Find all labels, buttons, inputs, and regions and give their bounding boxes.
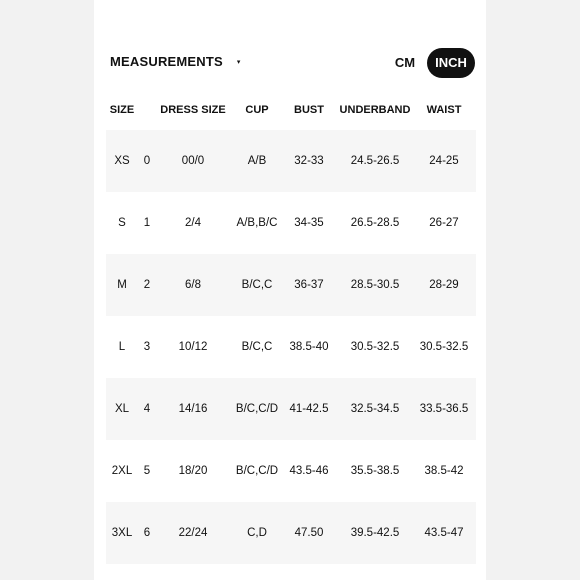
cell-bust: 36-37 xyxy=(294,279,324,291)
cell-cup: A/B,B/C xyxy=(236,217,278,229)
cell-dress-size: 10/12 xyxy=(178,341,208,353)
cell-bust: 41-42.5 xyxy=(289,403,329,415)
size-table xyxy=(106,130,476,564)
cell-cup: A/B xyxy=(247,155,267,167)
cell-waist: 43.5-47 xyxy=(424,527,464,539)
cell-size-number: 0 xyxy=(143,155,151,167)
measurements-label: MEASUREMENTS xyxy=(110,54,223,69)
cell-cup: B/C,C/D xyxy=(235,403,279,415)
cell-size: L xyxy=(118,341,126,353)
cell-dress-size: 18/20 xyxy=(178,465,208,477)
cell-size: XS xyxy=(114,155,130,167)
cell-size-number: 2 xyxy=(143,279,151,291)
cell-size-number: 5 xyxy=(143,465,151,477)
cell-bust: 43.5-46 xyxy=(289,465,329,477)
cell-dress-size: 2/4 xyxy=(185,217,201,229)
cell-underband: 26.5-28.5 xyxy=(350,217,400,229)
column-header-cup: CUP xyxy=(245,104,269,116)
table-row xyxy=(106,316,476,378)
cell-cup: B/C,C xyxy=(241,341,273,353)
cell-underband: 39.5-42.5 xyxy=(350,527,400,539)
unit-cm-button[interactable]: CM xyxy=(394,55,416,70)
cell-dress-size: 00/0 xyxy=(181,155,205,167)
table-header-row xyxy=(106,98,476,124)
cell-dress-size: 6/8 xyxy=(185,279,201,291)
cell-bust: 38.5-40 xyxy=(289,341,329,353)
cell-size: 3XL xyxy=(111,527,133,539)
cell-waist: 24-25 xyxy=(429,155,459,167)
column-header-waist: WAIST xyxy=(426,104,462,116)
cell-dress-size: 22/24 xyxy=(178,527,208,539)
cell-cup: B/C,C xyxy=(241,279,273,291)
column-header-underband: UNDERBAND xyxy=(339,104,411,116)
cell-underband: 24.5-26.5 xyxy=(350,155,400,167)
cell-size: S xyxy=(118,217,126,229)
cell-cup: B/C,C/D xyxy=(235,465,279,477)
table-row xyxy=(106,502,476,564)
cell-dress-size: 14/16 xyxy=(178,403,208,415)
cell-bust: 47.50 xyxy=(294,527,324,539)
cell-underband: 35.5-38.5 xyxy=(350,465,400,477)
cell-cup: C,D xyxy=(247,527,267,539)
cell-waist: 38.5-42 xyxy=(424,465,464,477)
unit-inch-button[interactable]: INCH xyxy=(427,48,475,78)
cell-waist: 26-27 xyxy=(429,217,459,229)
cell-size: XL xyxy=(114,403,130,415)
cell-waist: 33.5-36.5 xyxy=(419,403,469,415)
cell-size-number: 3 xyxy=(143,341,151,353)
table-row xyxy=(106,192,476,254)
size-chart-header xyxy=(110,46,476,80)
cell-size: M xyxy=(117,279,127,291)
caret-down-icon: ▾ xyxy=(236,59,241,66)
cell-waist: 28-29 xyxy=(429,279,459,291)
measurements-dropdown[interactable] xyxy=(110,54,240,69)
cell-size: 2XL xyxy=(111,465,133,477)
column-header-bust: BUST xyxy=(294,104,324,116)
cell-bust: 32-33 xyxy=(294,155,324,167)
column-header-dress-size: DRESS SIZE xyxy=(160,104,226,116)
cell-waist: 30.5-32.5 xyxy=(419,341,469,353)
cell-size-number: 4 xyxy=(143,403,151,415)
table-row xyxy=(106,440,476,502)
table-row xyxy=(106,130,476,192)
cell-underband: 30.5-32.5 xyxy=(350,341,400,353)
cell-underband: 28.5-30.5 xyxy=(350,279,400,291)
cell-size-number: 1 xyxy=(143,217,151,229)
column-header-size: SIZE xyxy=(109,104,135,116)
cell-size-number: 6 xyxy=(143,527,151,539)
table-row xyxy=(106,378,476,440)
cell-underband: 32.5-34.5 xyxy=(350,403,400,415)
table-row xyxy=(106,254,476,316)
cell-bust: 34-35 xyxy=(294,217,324,229)
